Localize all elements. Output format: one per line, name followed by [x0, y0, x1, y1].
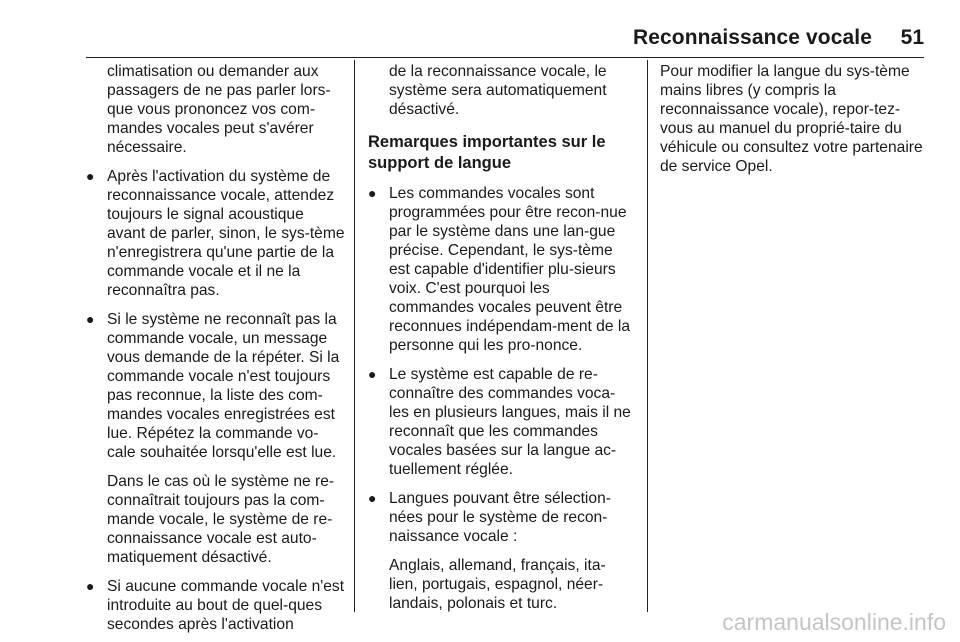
column-3 [660, 62, 928, 176]
list-item-text: Le système est capable de re-connaître des commandes voca-les en plusieurs langues, mais il ne reconnaît que les commandes vocales basées sur la langue ac-tuellement réglée. [389, 366, 631, 478]
page-title: Reconnaissance vocale [632, 26, 872, 49]
continuation-paragraph: de la reconnaissance vocale, le système sera automatiquement désactivé. [389, 63, 607, 118]
list-item-subparagraph: Dans le cas où le système ne re-connaîtrait toujours pas la com-mande vocale, le système de re-connaissance vocale est auto-matiquement désactivé. [107, 473, 335, 566]
column-divider-1 [354, 60, 355, 612]
body-paragraph: Pour modifier la langue du sys-tème mains libres (y compris la reconnaissance vocale), repor-tez-vous au manuel du proprié-taire du véhicule ou consultez votre partenaire de service Opel. [660, 63, 923, 175]
section-heading: Remarques importantes sur le support de langue [368, 133, 606, 172]
list-item [368, 184, 634, 355]
page-header [0, 26, 960, 58]
list-item [368, 365, 634, 479]
bullet-icon: ● [86, 311, 95, 327]
watermark: carmanualsonline.info [722, 609, 946, 635]
list-item [86, 310, 346, 567]
list-item-text: Si aucune commande vocale n'est introduite au bout de quel-ques secondes après l'activation [107, 578, 345, 633]
page-number: 51 [900, 26, 924, 49]
header-rule [86, 57, 924, 58]
list-item-text: Après l'activation du système de reconnaissance vocale, attendez toujours le signal acoustique avant de parler, sinon, le sys-tème n'enregistrera qu'une partie de la commande vocale et il ne la reconnaîtra pas. [107, 168, 345, 299]
column-1 [86, 62, 346, 634]
list-item [86, 167, 346, 300]
column-2 [368, 62, 634, 613]
bullet-icon: ● [368, 185, 377, 201]
list-item-subparagraph: Anglais, allemand, français, ita-lien, portugais, espagnol, néer-landais, polonais et turc. [389, 557, 606, 612]
list-item [86, 577, 346, 634]
column-divider-2 [647, 60, 648, 612]
bullet-icon: ● [368, 366, 377, 382]
bullet-icon: ● [86, 168, 95, 184]
list-item [368, 489, 634, 613]
list-item-text: Si le système ne reconnaît pas la commande vocale, un message vous demande de la répéter. Si la commande vocale n'est toujours pas reconnue, la liste des com-mandes vocales enregistrées est lue. Répétez la commande vo-cale souhaitée lorsqu'elle est lue. [107, 311, 340, 461]
bullet-icon: ● [86, 578, 95, 594]
bullet-icon: ● [368, 490, 377, 506]
list-item-text: Les commandes vocales sont programmées pour être recon-nue par le système dans une lan-gue précise. Cependant, le sys-tème est capable d'identifier plu-sieurs voix. C'est pourquoi les commandes vocales peuvent être reconnues indépendam-ment de la personne qui les pro-nonce. [389, 185, 630, 354]
list-item-text: Langues pouvant être sélection-nées pour le système de recon-naissance vocale : [389, 490, 611, 545]
continuation-paragraph: climatisation ou demander aux passagers de ne pas parler lors-que vous prononcez vos com-mandes vocales peut s'avérer nécessaire. [107, 63, 331, 156]
